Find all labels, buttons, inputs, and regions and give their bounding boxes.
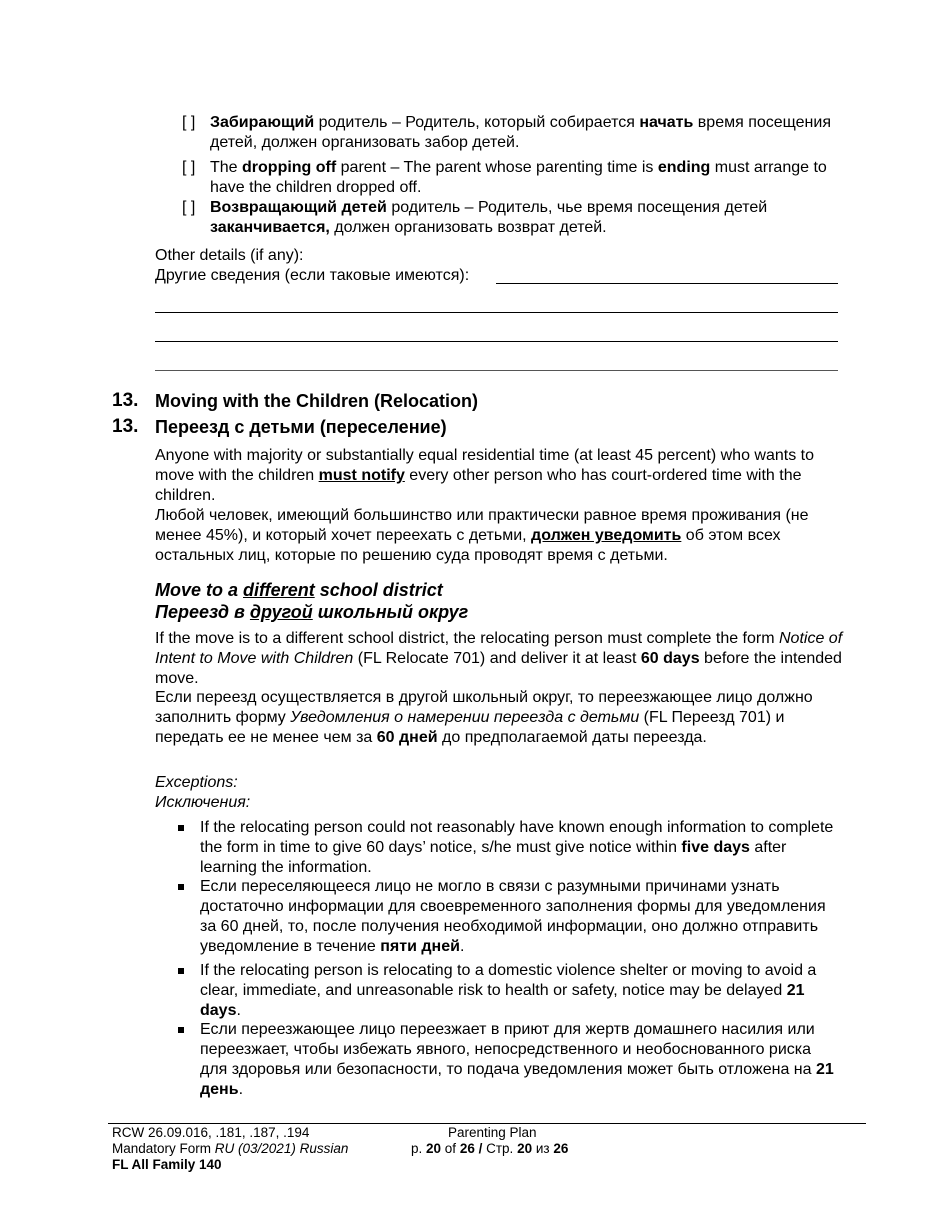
section-number: 13. <box>112 390 139 411</box>
checkbox[interactable]: [ ] <box>182 199 196 216</box>
bullet-text: If the relocating person could not reasonably have known enough information to complete the form in time to give 60 days’ notice, s/he must give notice within five days after learning the information. <box>200 819 834 876</box>
option-text: Забирающий родитель – Родитель, который собирается начать время посещения детей, должен организовать забор детей. <box>210 114 831 151</box>
other-details-line-4[interactable] <box>155 370 838 371</box>
checkbox[interactable]: [ ] <box>182 114 196 131</box>
section-title-en: Moving with the Children (Relocation) <box>155 391 478 411</box>
section-title-ru: Переезд с детьми (переселение) <box>155 417 447 437</box>
footer-divider <box>108 1123 866 1124</box>
relocation-intro-ru: Любой человек, имеющий большинство или практически равное время проживания (не менее 45%), и который хочет переехать с детьми, должен уведомить об этом всех остальных лиц, которые по решению суда проводят время с детьми. <box>155 507 809 564</box>
footer-form-id: FL All Family 140 <box>112 1157 222 1172</box>
footer-mandatory-form: Mandatory Form RU (03/2021) Russian <box>112 1141 349 1156</box>
section-number: 13. <box>112 416 139 437</box>
bullet-text: Если переезжающее лицо переезжает в приют для жертв домашнего насилия или переезжает, чтобы избежать явного, непосредственного и необоснованного риска для здоровья или безопасности, то подача уведомления может быть отложена на 21 день. <box>200 1021 834 1098</box>
school-district-paragraph-ru: Если переезд осуществляется в другой школьный округ, то переезжающее лицо должно заполнить форму Уведомления о намерении переезда с детьми (FL Переезд 701) и передать ее не менее чем за 60 дней до предполагаемой даты переезда. <box>155 689 813 746</box>
school-district-paragraph-en: If the move is to a different school district, the relocating person must complete the form Notice of Intent to Move with Children (FL Relocate 701) and deliver it at least 60 days before the intended move. <box>155 630 843 687</box>
footer-rcw: RCW 26.09.016, .181, .187, .194 <box>112 1125 310 1140</box>
bullet-text: If the relocating person is relocating to a domestic violence shelter or moving to avoid a clear, immediate, and unreasonable risk to health or safety, notice may be delayed 21 days. <box>200 962 817 1019</box>
exceptions-label-en: Exceptions: <box>155 774 238 791</box>
other-details-line-2[interactable] <box>155 312 838 313</box>
bullet-icon <box>178 884 184 890</box>
relocation-intro-en: Anyone with majority or substantially equal residential time (at least 45 percent) who wants to move with the children must notify every other person who has court-ordered time with the children. <box>155 447 814 504</box>
option-text: The dropping off parent – The parent whose parenting time is ending must arrange to have the children dropped off. <box>210 159 827 196</box>
checkbox[interactable]: [ ] <box>182 159 196 176</box>
option-text: Возвращающий детей родитель – Родитель, чье время посещения детей заканчивается, должен организовать возврат детей. <box>210 199 768 236</box>
exceptions-label-ru: Исключения: <box>155 794 251 811</box>
other-details-line-3[interactable] <box>155 341 838 342</box>
other-details-label-en: Other details (if any): <box>155 247 304 264</box>
bullet-text: Если переселяющееся лицо не могло в связи с разумными причинами узнать достаточно информации для своевременного заполнения формы для уведомления за 60 дней, то, после получения необходимой информации, оно должно отправить уведомление в течение пяти дней. <box>200 878 826 955</box>
footer-doc-title: Parenting Plan <box>448 1125 537 1140</box>
other-details-label-ru: Другие сведения (если таковые имеются): <box>155 267 470 284</box>
subsection-title-ru: Переезд в другой школьный округ <box>155 602 469 622</box>
other-details-field[interactable] <box>496 283 838 284</box>
subsection-title-en: Move to a different school district <box>155 580 443 600</box>
footer-page-number: p. 20 of 26 / Стр. 20 из 26 <box>411 1141 569 1156</box>
bullet-icon <box>178 968 184 974</box>
bullet-icon <box>178 1027 184 1033</box>
bullet-icon <box>178 825 184 831</box>
